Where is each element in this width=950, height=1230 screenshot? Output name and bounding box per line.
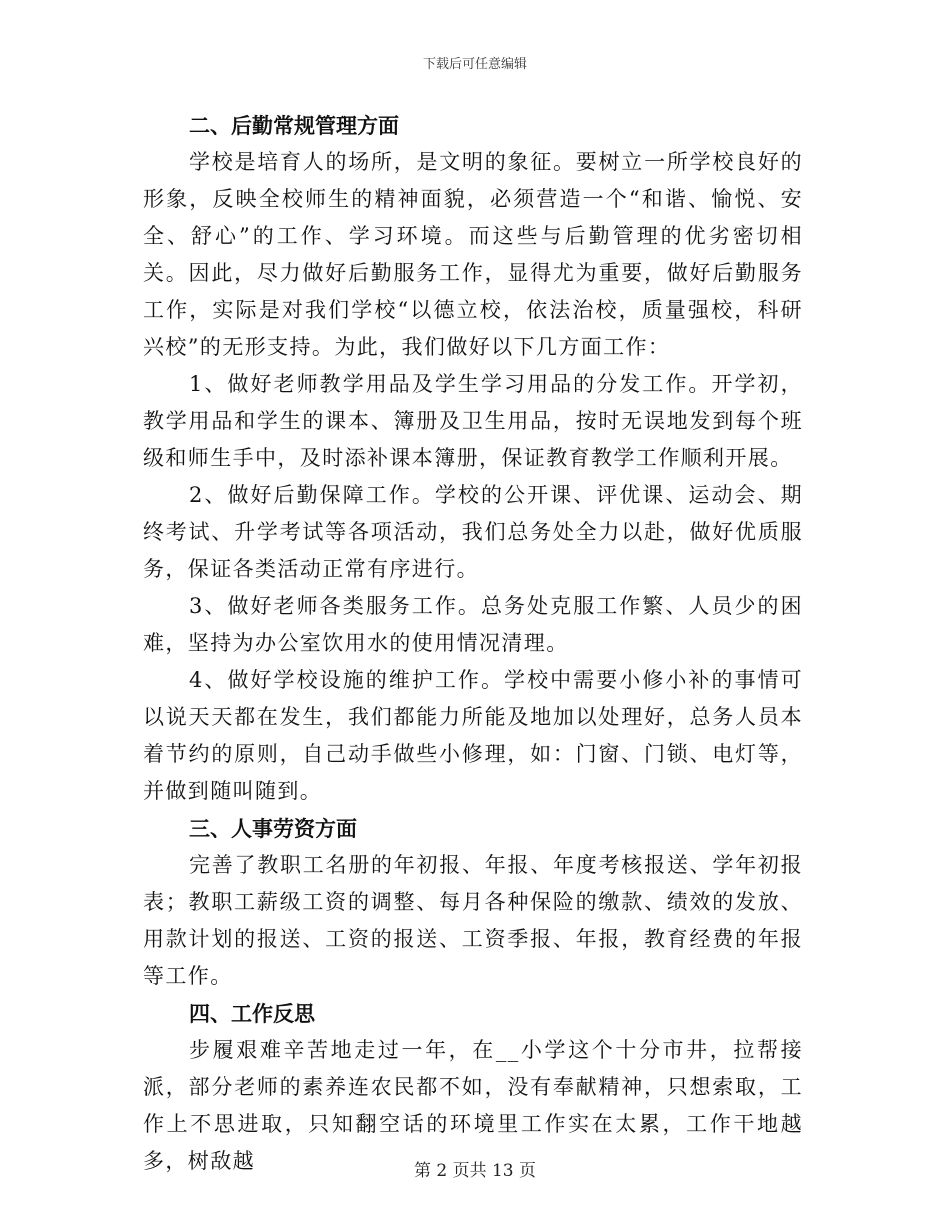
- paragraph-item-1: 1、做好老师教学用品及学生学习用品的分发工作。开学初，教学用品和学生的课本、簿册及卫生用品，按时无误地发到每个班级和师生手中，及时添补课本簿册，保证教育教学工作顺利开展。: [143, 372, 803, 470]
- paragraph-logistics-intro: 学校是培育人的场所，是文明的象征。要树立一所学校良好的形象，反映全校师生的精神面貌，必须营造一个“和谐、愉悦、安全、舒心”的工作、学习环境。而这些与后勤管理的优劣密切相关。因此，尽力做好后勤服务工作，显得尤为重要，做好后勤服务工作，实际是对我们学校“以德立校，依法治校，质量强校，科研兴校”的无形支持。为此，我们做好以下几方面工作：: [143, 150, 803, 359]
- document-body: [143, 108, 803, 1180]
- paragraph-personnel: 完善了教职工名册的年初报、年报、年度考核报送、学年初报表；教职工薪级工资的调整、每月各种保险的缴款、绩效的发放、用款计划的报送、工资的报送、工资季报、年报，教育经费的年报等工作。: [143, 853, 803, 988]
- section-heading-logistics: 二、后勤常规管理方面: [189, 113, 399, 138]
- section-heading-reflection: 四、工作反思: [189, 1001, 315, 1026]
- section-heading-personnel: 三、人事劳资方面: [189, 816, 357, 841]
- paragraph-item-4: 4、做好学校设施的维护工作。学校中需要小修小补的事情可以说天天都在发生，我们都能力所能及地加以处理好，总务人员本着节约的原则，自己动手做些小修理，如：门窗、门锁、电灯等，并做到随叫随到。: [143, 668, 803, 803]
- paragraph-item-2: 2、做好后勤保障工作。学校的公开课、评优课、运动会、期终考试、升学考试等各项活动，我们总务处全力以赴，做好优质服务，保证各类活动正常有序进行。: [143, 483, 803, 581]
- page-number: 第 2 页共 13 页: [413, 1161, 537, 1181]
- page-header: 下载后可任意编辑: [422, 57, 527, 72]
- paragraph-item-3: 3、做好老师各类服务工作。总务处克服工作繁、人员少的困难，坚持为办公室饮用水的使用情况清理。: [143, 594, 803, 655]
- paragraph-reflection: 步履艰难辛苦地走过一年，在__小学这个十分市井，拉帮接派，部分老师的素养连农民都不如，没有奉献精神，只想索取，工作上不思进取，只知翻空话的环境里工作实在太累，工作干地越多，树敌越: [143, 1038, 803, 1173]
